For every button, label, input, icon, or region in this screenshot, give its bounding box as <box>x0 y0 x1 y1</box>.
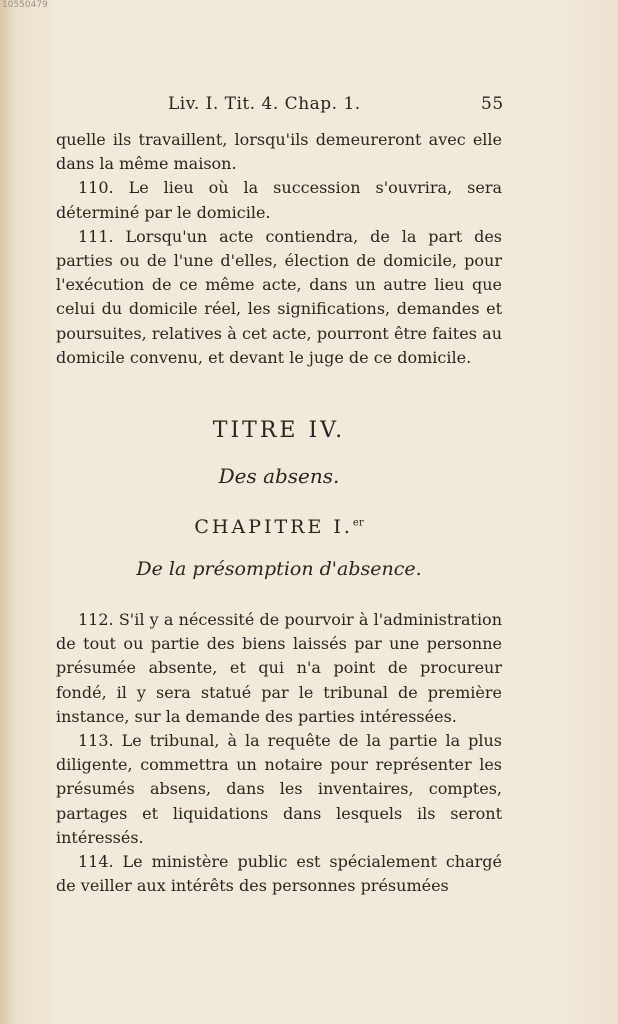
chapitre-heading <box>56 516 502 538</box>
catalog-id: 10550479 <box>2 0 48 10</box>
article-113: 113. Le tribunal, à la requête de la partie la plus diligente, commettra un notaire pour représenter les présumés absens, dans les inventaires, comptes, partages et liquidations dans lesquels ils seront intéressés. <box>56 731 502 847</box>
chapitre-subtitle: De la présomption d'absence. <box>136 558 422 580</box>
page-number: 55 <box>481 94 504 114</box>
article-112: 112. S'il y a nécessité de pourvoir à l'administration de tout ou partie des biens laissés par une personne présumée absente, et qui n'a point de procureur fondé, il y sera statué par le tribunal de première instance, sur la demande des parties intéressées. <box>56 610 502 726</box>
chapitre-superscript: er <box>352 517 364 529</box>
article-114: 114. Le ministère public est spécialement chargé de veiller aux intérêts des personnes présumées <box>56 852 502 896</box>
text-block-bottom <box>56 608 502 898</box>
text-block-top <box>56 128 502 370</box>
running-head-title: Liv. I. Tit. 4. Chap. 1. <box>168 94 361 114</box>
article-110: 110. Le lieu où la succession s'ouvrira, sera déterminé par le domicile. <box>56 178 502 222</box>
titre-subtitle: Des absens. <box>218 464 340 488</box>
article-111: 111. Lorsqu'un acte contiendra, de la part des parties ou de l'une d'elles, élection de domicile, pour l'exécution de ce même acte, dans un autre lieu que celui du domicile réel, les significations, demandes et poursuites, relatives à cet acte, pourront être faites au domicile convenu, et devant le juge de ce domicile. <box>56 226 502 367</box>
paragraph-continuation: quelle ils travaillent, lorsqu'ils demeureront avec elle dans la même maison. <box>56 130 502 174</box>
chapitre-label: CHAPITRE I. <box>194 516 353 538</box>
running-head <box>0 94 618 118</box>
titre-heading: TITRE IV. <box>212 418 346 443</box>
